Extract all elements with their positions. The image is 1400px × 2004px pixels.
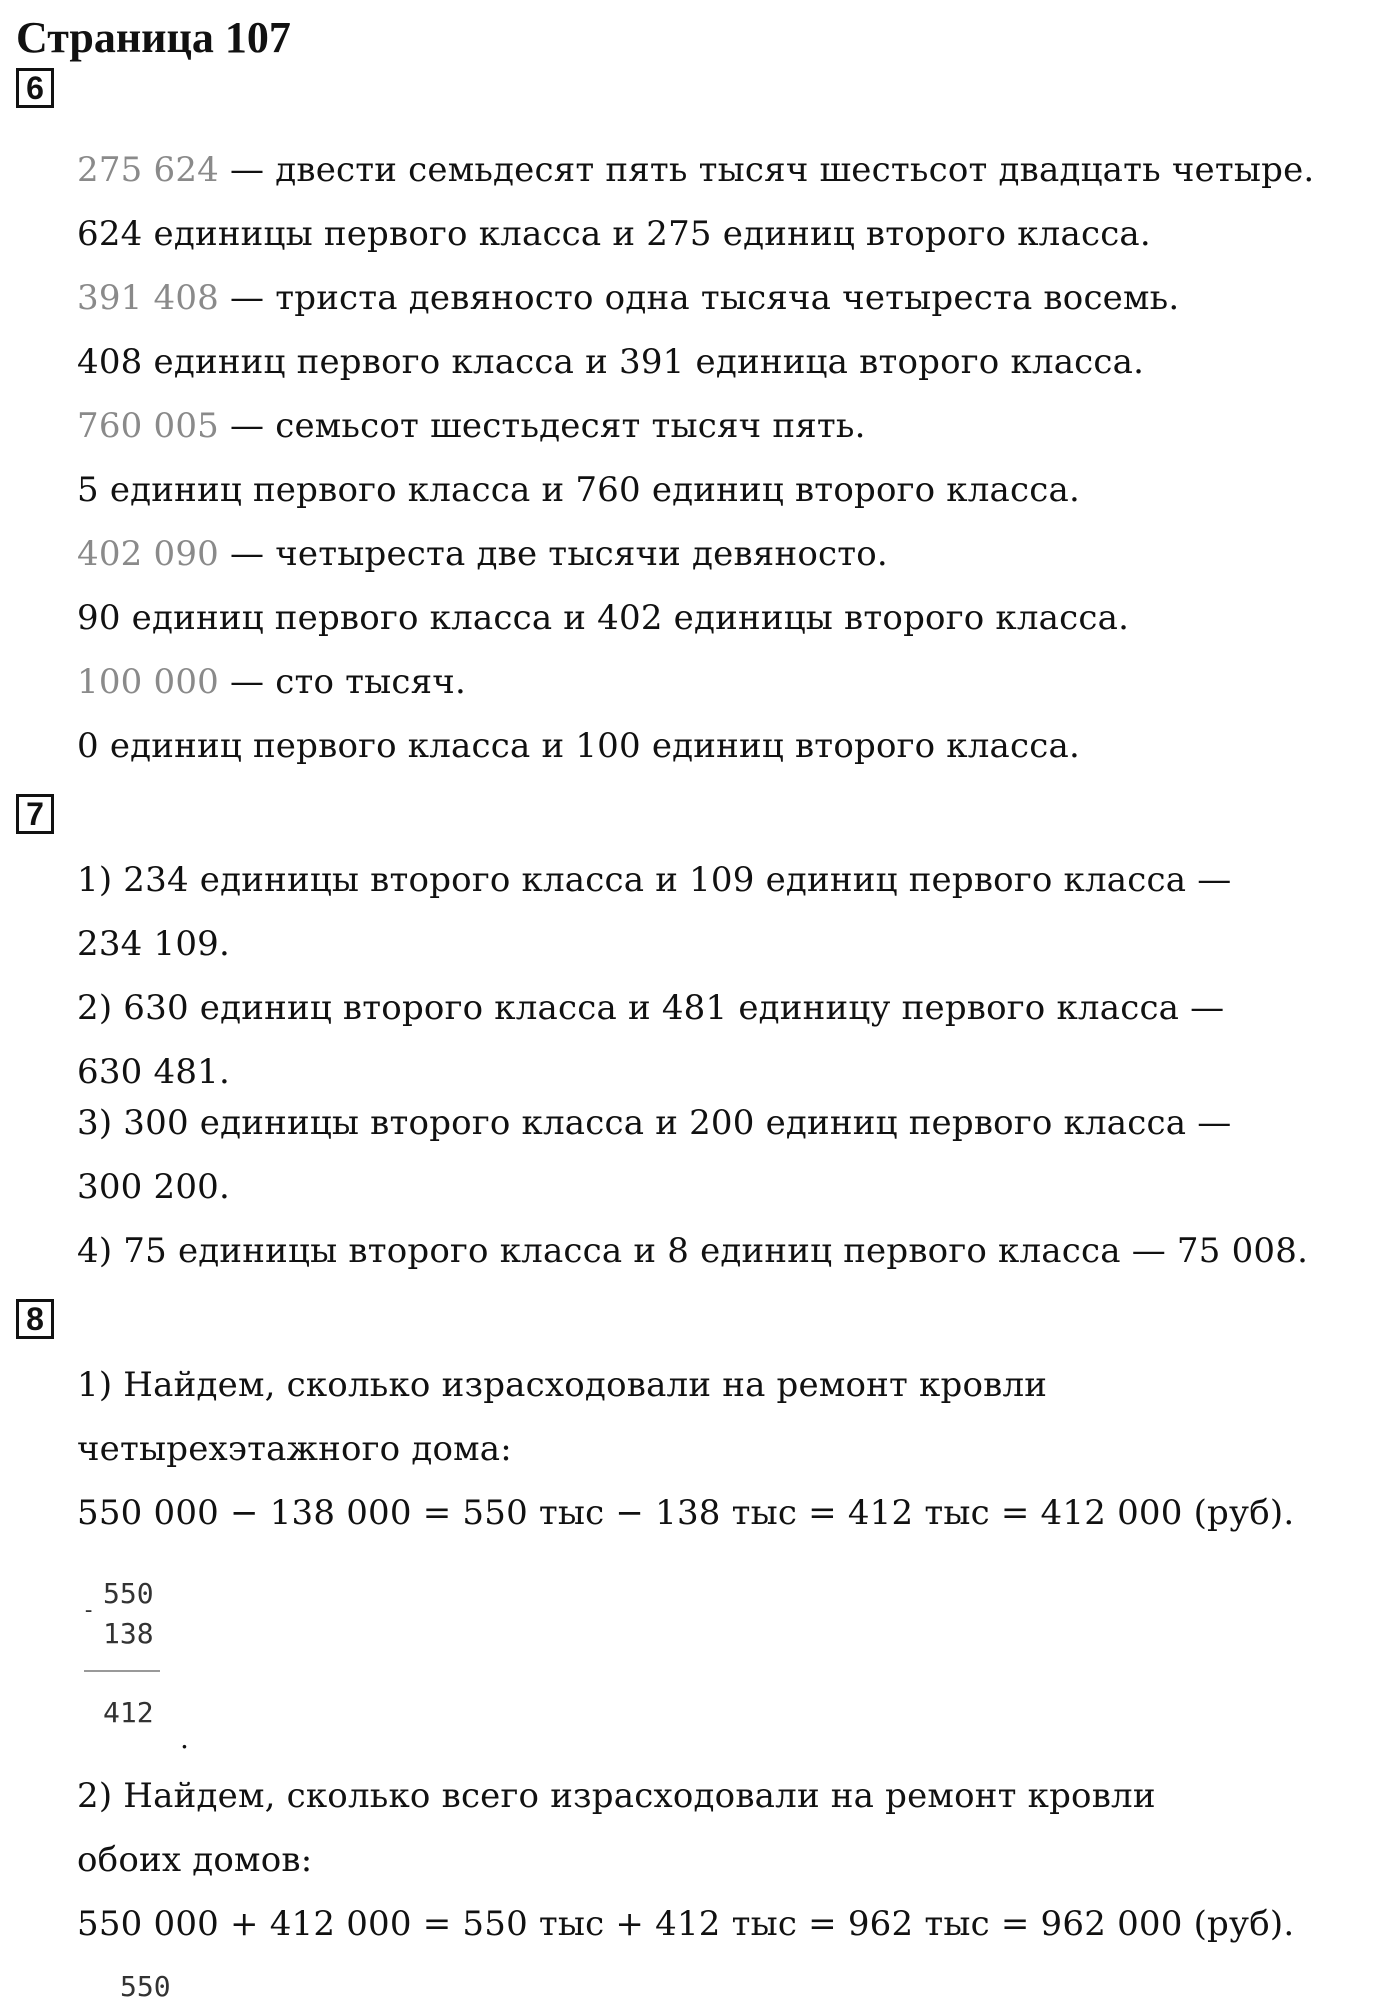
task6-entry-3-words bbox=[77, 406, 866, 446]
task8-line-6: 550 000 + 412 000 = 550 тыс + 412 тыс = 962 тыс = 962 000 (руб). bbox=[77, 1904, 1295, 1944]
task8-line-3: 550 000 − 138 000 = 550 тыс − 138 тыс = 412 тыс = 412 000 (руб). bbox=[77, 1493, 1295, 1533]
task6-entry-4-classes: 90 единиц первого класса и 402 единицы второго класса. bbox=[77, 598, 1130, 638]
task6-entry-2-words bbox=[77, 278, 1179, 318]
column-calc-2-top: 550 bbox=[120, 1970, 171, 2003]
column-calc-1-minus-sign: - bbox=[82, 1598, 96, 1623]
task6-entry-5-words bbox=[77, 662, 466, 702]
task8-line-2: четырехэтажного дома: bbox=[77, 1429, 512, 1469]
column-calc-1-bottom: 138 bbox=[103, 1617, 154, 1650]
task6-entry-1-classes: 624 единицы первого класса и 275 единиц второго класса. bbox=[77, 214, 1151, 254]
task7-line-1: 1) 234 единицы второго класса и 109 единиц первого класса — bbox=[77, 860, 1232, 900]
column-calc-1-top: 550 bbox=[103, 1577, 154, 1610]
task7-line-5: 3) 300 единицы второго класса и 200 единиц первого класса — bbox=[77, 1103, 1232, 1143]
task6-entry-3-classes: 5 единиц первого класса и 760 единиц второго класса. bbox=[77, 470, 1080, 510]
task6-number-4: 402 090 bbox=[77, 534, 219, 574]
task6-entry-2-classes: 408 единиц первого класса и 391 единица второго класса. bbox=[77, 342, 1145, 382]
task6-number-3: 760 005 bbox=[77, 406, 219, 446]
task6-entry-1-words bbox=[77, 150, 1314, 190]
task6-number-5: 100 000 bbox=[77, 662, 219, 702]
task6-entry-5-classes: 0 единиц первого класса и 100 единиц второго класса. bbox=[77, 726, 1080, 766]
task6-words-5: — сто тысяч. bbox=[219, 662, 466, 702]
column-calc-1-dot: . bbox=[180, 1722, 189, 1755]
column-calc-1-bar bbox=[84, 1670, 160, 1672]
task6-number-1: 275 624 bbox=[77, 150, 219, 190]
task6-number-2: 391 408 bbox=[77, 278, 219, 318]
task8-line-4: 2) Найдем, сколько всего израсходовали на ремонт кровли bbox=[77, 1776, 1156, 1816]
task-number-6: 6 bbox=[16, 68, 54, 108]
task6-words-3: — семьсот шестьдесят тысяч пять. bbox=[219, 406, 866, 446]
task7-line-7: 4) 75 единицы второго класса и 8 единиц первого класса — 75 008. bbox=[77, 1231, 1309, 1271]
task6-entry-4-words bbox=[77, 534, 888, 574]
task6-words-2: — триста девяносто одна тысяча четыреста восемь. bbox=[219, 278, 1180, 318]
task6-words-1: — двести семьдесят пять тысяч шестьсот двадцать четыре. bbox=[219, 150, 1315, 190]
task7-line-4: 630 481. bbox=[77, 1052, 231, 1092]
page-title: Страница 107 bbox=[16, 13, 291, 62]
task7-line-3: 2) 630 единиц второго класса и 481 единицу первого класса — bbox=[77, 988, 1225, 1028]
task7-line-2: 234 109. bbox=[77, 924, 231, 964]
task7-line-6: 300 200. bbox=[77, 1167, 231, 1207]
task8-line-5: обоих домов: bbox=[77, 1840, 313, 1880]
task8-line-1: 1) Найдем, сколько израсходовали на ремонт кровли bbox=[77, 1365, 1048, 1405]
column-calc-1-result: 412 bbox=[103, 1696, 154, 1729]
task-number-7: 7 bbox=[16, 794, 54, 834]
task-number-8: 8 bbox=[16, 1299, 54, 1339]
task6-words-4: — четыреста две тысячи девяносто. bbox=[219, 534, 888, 574]
